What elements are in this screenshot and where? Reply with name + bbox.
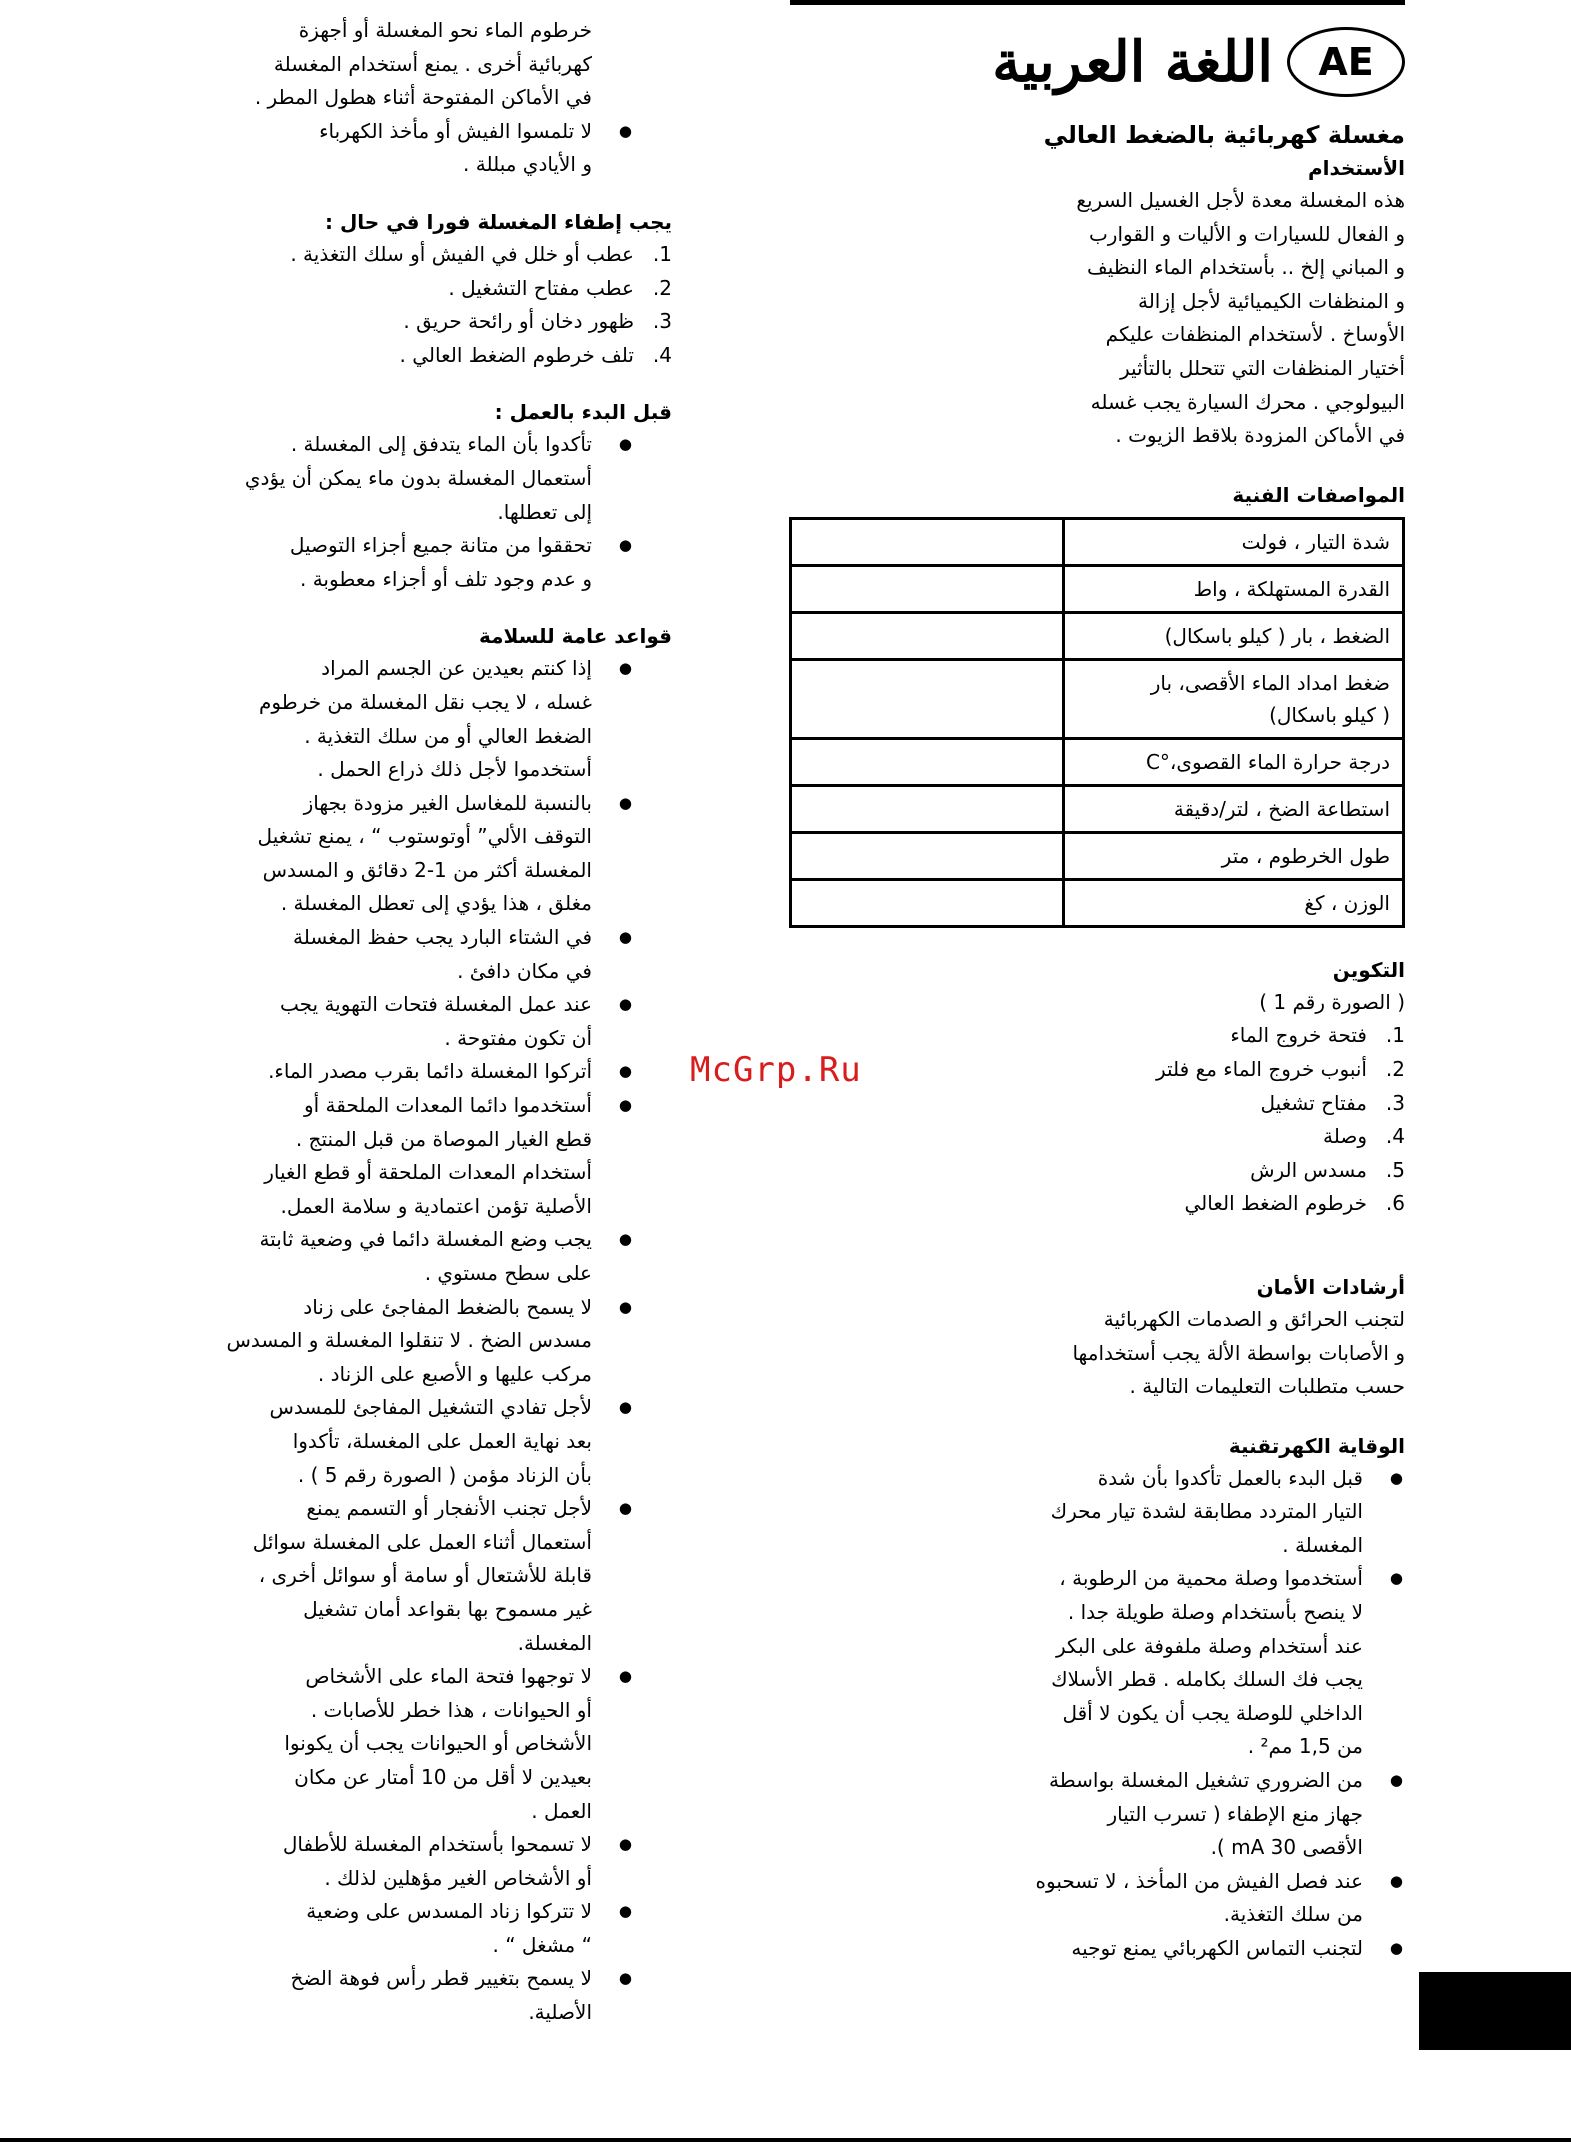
spec-label: شدة التيار ، فولت [1064, 518, 1404, 565]
safety-text [790, 1303, 1405, 1404]
item-text: فتحة خروج الماء [1230, 1023, 1367, 1048]
bullet-line: ● أستخدموا وصلة محمية من الرطوبة ، [1059, 1566, 1363, 1591]
bullet-line: المغسلة . [1282, 1532, 1363, 1557]
item-text: خرطوم الضغط العالي [1184, 1191, 1367, 1216]
item-number: 2. [1385, 1056, 1405, 1081]
bullet-line: أستعمال المغسلة بدون ماء يمكن أن يؤدي [244, 465, 592, 490]
spec-label: الوزن ، كغ [1064, 879, 1404, 926]
right-column [790, 118, 1405, 1966]
item-number: 3. [1385, 1090, 1405, 1115]
safety-line: لتجنب الحرائق و الصدمات الكهربائية [1103, 1306, 1405, 1331]
composition-list [790, 1019, 1405, 1221]
item-text: أنبوب خروج الماء مع فلتر [1155, 1056, 1367, 1081]
usage-line: و الفعال للسيارات و الأليات و القوارب [1088, 221, 1405, 246]
bullet-line: ● لأجل تجنب الأنفجار أو التسمم يمنع [306, 1496, 592, 1521]
continuation-line: خرطوم الماء نحو المغسلة أو أجهزة [298, 18, 592, 42]
bullet-item [200, 1291, 634, 1392]
bullet-item [200, 428, 634, 529]
specs-heading: المواصفات الفنية [1232, 482, 1405, 507]
item-number: 1. [1385, 1023, 1405, 1048]
item-number: 2. [652, 275, 672, 300]
bullet-line: ● لا تلمسوا الفيش أو مأخذ الكهرباء [319, 118, 592, 143]
spec-row [791, 879, 1404, 926]
item-number: 4. [1385, 1124, 1405, 1149]
bullet-line: أو الأشخاص الغير مؤهلين لذلك . [324, 1865, 592, 1890]
item-text: عطب أو خلل في الفيش أو سلك التغذية . [290, 241, 634, 266]
bullet-line: العمل . [531, 1798, 592, 1823]
spec-label: طول الخرطوم ، متر [1064, 832, 1404, 879]
bullet-line: أستخدام المعدات الملحقة أو قطع الغيار [264, 1160, 592, 1185]
bullet-line: و عدم وجود تلف أو أجزاء معطوبة . [299, 566, 592, 591]
bullet-line: التيار المتردد مطابقة لشدة تيار محرك [1050, 1499, 1363, 1524]
item-number: 4. [652, 342, 672, 367]
side-tab [1419, 1972, 1571, 2050]
product-title: مغسلة كهربائية بالضغط العالي [1043, 121, 1405, 149]
spec-row [791, 565, 1404, 612]
general-safety-list [200, 652, 634, 2029]
bullet-line: الأقصى 30 mA ). [1210, 1835, 1363, 1860]
bullet-line: إلى تعطلها. [497, 499, 592, 524]
bullet-line: ● يجب وضع المغسلة دائما في وضعية ثابتة [259, 1227, 592, 1252]
numbered-item [790, 1019, 1405, 1053]
bullet-line: ● قبل البدء بالعمل تأكدوا بأن شدة [1097, 1465, 1363, 1490]
bullet-line: ● إذا كنتم بعيدين عن الجسم المراد [321, 656, 592, 681]
bullet-line: قابلة للأشتعال أو سامة أو سوائل أخرى ، [258, 1563, 592, 1588]
bullet-line: ● تأكدوا بأن الماء يتدفق إلى المغسلة . [290, 432, 592, 457]
safety-heading: أرشادات الأمان [1256, 1274, 1405, 1299]
page-title: اللغة العربية [992, 29, 1273, 95]
item-text: مفتاح تشغيل [1260, 1090, 1367, 1115]
shutdown-list [200, 238, 672, 372]
bullet-line: يجب فك السلك بكامله . قطر الأسلاك [1051, 1667, 1363, 1692]
bullet-item [200, 1223, 634, 1290]
bullet-item [200, 988, 634, 1055]
usage-line: و المنظفات الكيميائية لأجل إزالة [1137, 288, 1405, 313]
spec-value [791, 659, 1064, 738]
bullet-item [200, 1962, 634, 2029]
spec-label: الضغط ، بار ( كيلو باسكال) [1064, 612, 1404, 659]
bullet-item [200, 1895, 634, 1962]
bullet-line: ● لا يسمح بتغيير قطر رأس فوهة الضخ [290, 1966, 592, 1991]
bullet-line: ● من الضروري تشغيل المغسلة بواسطة [1049, 1768, 1363, 1793]
spec-value [791, 832, 1064, 879]
continuation-bullet [200, 115, 634, 182]
usage-text [790, 184, 1405, 453]
item-number: 5. [1385, 1157, 1405, 1182]
numbered-item [200, 272, 672, 306]
bullet-line: “ مشغل “ . [492, 1932, 592, 1957]
bullet-item [200, 1391, 634, 1492]
bullet-line: ● أتركوا المغسلة دائما بقرب مصدر الماء. [268, 1059, 592, 1084]
bullet-line: من سلك التغذية. [1223, 1902, 1363, 1927]
bullet-line: أستخدموا لأجل ذلك ذراع الحمل . [317, 757, 592, 782]
general-heading: قواعد عامة للسلامة [478, 624, 672, 649]
numbered-item [200, 238, 672, 272]
safety-line: حسب متطلبات التعليمات التالية . [1129, 1374, 1405, 1399]
bullet-line: الأشخاص أو الحيوانات يجب أن يكونوا [284, 1731, 592, 1756]
bullet-line: الأصلية تؤمن اعتمادية و سلامة العمل. [280, 1193, 592, 1218]
watermark: McGrp.Ru [690, 1050, 862, 1090]
bullet-line: جهاز منع الإطفاء ( تسرب التيار [1107, 1801, 1363, 1826]
top-rule [790, 0, 1405, 5]
bullet-line: مسدس الضخ . لا تنقلوا المغسلة و المسدس [226, 1328, 592, 1353]
spec-row [791, 832, 1404, 879]
bullet-line: بعيدين لا أقل من 10 أمتار عن مكان [294, 1764, 592, 1789]
bullet-item [790, 1562, 1405, 1764]
bullet-line: التوقف الألي” أوتوستوب “ ، يمنع تشغيل [257, 824, 592, 849]
spec-label: درجة حرارة الماء القصوى،°C [1064, 738, 1404, 785]
bullet-item [200, 1055, 634, 1089]
bullet-item [200, 115, 634, 182]
bullet-line: في مكان دافئ . [457, 958, 592, 983]
bullet-item [200, 787, 634, 921]
spec-value [791, 785, 1064, 832]
bullet-line: بأن الزناد مؤمن ( الصورة رقم 5 ) . [297, 1462, 592, 1487]
item-text: مسدس الرش [1250, 1157, 1367, 1182]
spec-value [791, 612, 1064, 659]
spec-row [791, 785, 1404, 832]
bullet-item [200, 1492, 634, 1660]
spec-value [791, 518, 1064, 565]
bullet-item [200, 652, 634, 786]
spec-value [791, 879, 1064, 926]
specs-table [789, 517, 1405, 928]
shutdown-heading: يجب إطفاء المغسلة فورا في حال : [324, 209, 672, 234]
bullet-line: ● بالنسبة للمغاسل الغير مزودة بجهاز [303, 790, 592, 815]
spec-label: استطاعة الضخ ، لتر/دقيقة [1064, 785, 1404, 832]
spec-row [791, 612, 1404, 659]
spec-row [791, 659, 1404, 738]
spec-value [791, 565, 1064, 612]
continuation-line: في الأماكن المفتوحة أثناء هطول المطر . [254, 85, 592, 110]
bullet-line: مركب عليها و الأصبع على الزناد . [317, 1361, 592, 1386]
bullet-line: ● في الشتاء البارد يجب حفظ المغسلة [292, 925, 592, 950]
usage-heading: الأستخدام [1307, 156, 1405, 180]
bullet-line: ● لا تسمحوا بأستخدام المغسلة للأطفال [282, 1832, 592, 1857]
safety-line: و الأصابات بواسطة الألة يجب أستخدامها [1072, 1340, 1405, 1365]
bullet-item [200, 529, 634, 596]
bullet-line: ● لتجنب التماس الكهربائي يمنع توجيه [1071, 1936, 1363, 1960]
usage-line: و المباني إلخ .. بأستخدام الماء النظيف [1087, 255, 1405, 280]
bullet-item [200, 1828, 634, 1895]
bullet-line: أو الحيوانات ، هذا خطر للأصابات . [310, 1697, 592, 1722]
bullet-item [200, 1089, 634, 1223]
bullet-line: ● لا يسمح بالضغط المفاجئ على زناد [303, 1294, 592, 1319]
spec-row [791, 738, 1404, 785]
bullet-line: على سطح مستوي . [424, 1261, 592, 1285]
spec-label: القدرة المستهلكة ، واط [1064, 565, 1404, 612]
bullet-line: أن تكون مفتوحة . [444, 1025, 592, 1050]
bullet-line: الداخلي للوصلة يجب أن يكون لا أقل [1062, 1700, 1363, 1725]
numbered-item [790, 1053, 1405, 1087]
usage-line: الأوساخ . لأستخدام المنظفات عليكم [1105, 322, 1405, 347]
spec-row [791, 518, 1404, 565]
usage-line: البيولوجي . محرك السيارة يجب غسله [1090, 389, 1405, 414]
bullet-item [200, 1660, 634, 1828]
numbered-item [200, 339, 672, 373]
bullet-line: من 1,5 مم² . [1247, 1734, 1363, 1759]
bullet-line: ● عند فصل الفيش من المأخذ ، لا تسحبوه [1035, 1868, 1363, 1893]
bullet-line: المغسلة. [517, 1630, 592, 1655]
bullet-line: عند أستخدام وصلة ملفوفة على البكر [1056, 1633, 1363, 1658]
item-text: وصلة [1323, 1124, 1367, 1149]
numbered-item [790, 1187, 1405, 1221]
bullet-line: و الأيادي مبللة . [463, 152, 592, 177]
item-number: 3. [652, 309, 672, 334]
composition-figure-ref: ( الصورة رقم 1 ) [1259, 989, 1405, 1014]
spec-value [791, 738, 1064, 785]
bullet-line: الضغط العالي أو من سلك التغذية . [304, 723, 592, 748]
bottom-rule [0, 2138, 1571, 2142]
item-text: عطب مفتاح التشغيل . [448, 275, 634, 300]
bullet-line: أستعمال أثناء العمل على المغسلة سوائل [252, 1529, 592, 1554]
usage-line: هذه المغسلة معدة لأجل الغسيل السريع [1076, 188, 1405, 212]
page-header [975, 22, 1405, 102]
before-heading: قبل البدء بالعمل : [494, 400, 672, 425]
spec-label: ضغط امداد الماء الأقصى، بار ( كيلو باسكال) [1064, 659, 1404, 738]
composition-heading: التكوين [1332, 957, 1405, 982]
bullet-item [790, 1865, 1405, 1932]
numbered-item [790, 1154, 1405, 1188]
continuation-line: كهربائية أخرى . يمنع أستخدام المغسلة [273, 51, 592, 76]
bullet-item [790, 1462, 1405, 1563]
continuation-text [200, 14, 634, 115]
language-badge: AE [1287, 27, 1405, 97]
bullet-line: بعد نهاية العمل على المغسلة، تأكدوا [292, 1428, 592, 1453]
item-text: ظهور دخان أو رائحة حريق . [403, 309, 634, 334]
usage-line: في الأماكن المزودة بلاقط الزيوت . [1115, 423, 1405, 448]
bullet-line: ● لأجل تفادي التشغيل المفاجئ للمسدس [269, 1395, 592, 1420]
bullet-line: غير مسموح بها بقواعد أمان تشغيل [303, 1596, 592, 1621]
bullet-item [790, 1764, 1405, 1865]
before-list [200, 428, 634, 596]
bullet-line: ● لا تتركوا زناد المسدس على وضعية [306, 1899, 592, 1924]
left-column [200, 14, 672, 2030]
bullet-line: غسله ، لا يجب نقل المغسلة من خرطوم [259, 689, 592, 714]
item-number: 1. [652, 241, 672, 266]
bullet-line: ● تحققوا من متانة جميع أجزاء التوصيل [289, 533, 592, 558]
usage-line: أختيار المنظفات التي تتحلل بالتأثير [1119, 355, 1405, 380]
electrical-heading: الوقاية الكهرتقنية [1228, 1433, 1405, 1458]
bullet-line: ● عند عمل المغسلة فتحات التهوية يجب [279, 992, 592, 1017]
bullet-line: قطع الغيار الموصاة من قبل المنتج . [295, 1126, 592, 1151]
bullet-item [200, 921, 634, 988]
bullet-line: المغسلة أكثر من 1-2 دقائق و المسدس [262, 857, 592, 882]
bullet-line: مغلق ، هذا يؤدي إلى تعطل المغسلة . [280, 891, 592, 916]
bullet-line: لا ينصح بأستخدام وصلة طويلة جدا . [1067, 1600, 1363, 1625]
numbered-item [790, 1087, 1405, 1121]
bullet-line: الأصلية. [528, 2000, 592, 2025]
electrical-list [790, 1462, 1405, 1966]
bullet-line: ● لا توجهوا فتحة الماء على الأشخاص [305, 1664, 592, 1689]
bullet-line: ● أستخدموا دائما المعدات الملحقة أو [303, 1093, 592, 1118]
bullet-item [790, 1932, 1405, 1966]
numbered-item [200, 305, 672, 339]
numbered-item [790, 1120, 1405, 1154]
item-number: 6. [1385, 1191, 1405, 1216]
item-text: تلف خرطوم الضغط العالي . [399, 342, 634, 367]
